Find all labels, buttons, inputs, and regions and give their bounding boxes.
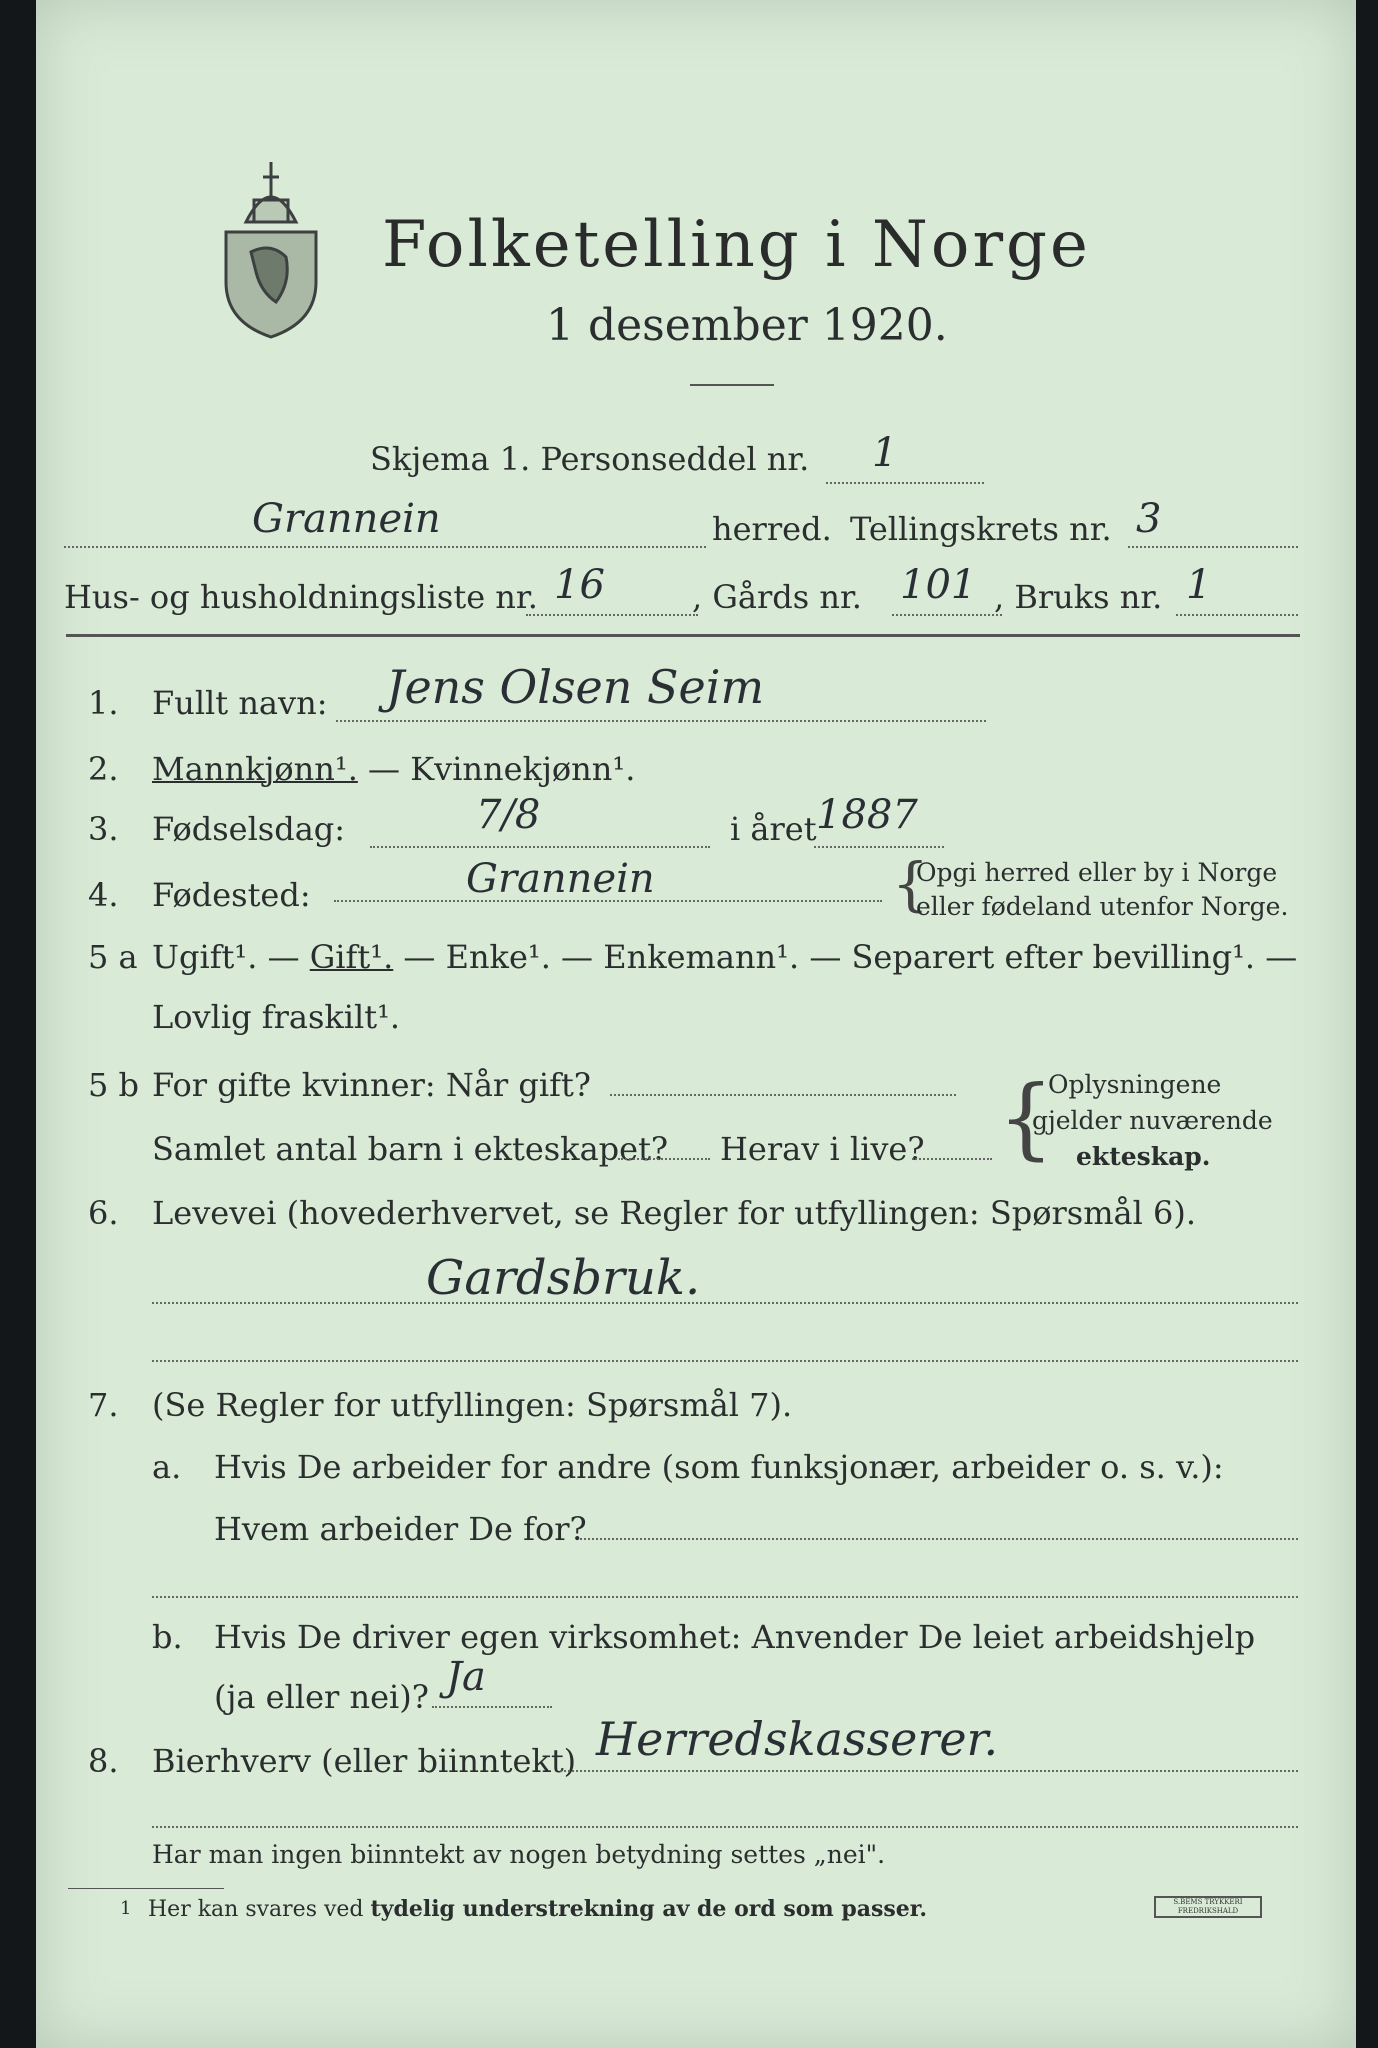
q4-brace: { [892,850,929,918]
q6-line1 [152,1302,1298,1304]
q7b-answer: Ja [446,1654,486,1700]
q5b-label3: Herav i live? [720,1130,925,1168]
q3-year-line [814,846,944,848]
herred-value: Grannein [252,496,441,542]
tellingskrets-label: Tellingskrets nr. [850,510,1112,548]
q5a-options [152,938,1297,976]
gards-label: , Gårds nr. [692,578,862,616]
q1-line [336,720,986,722]
herred-line [64,546,706,548]
q6-occupation: Gardsbruk. [426,1250,701,1306]
q8-number: 8. [88,1742,119,1780]
q5b-number: 5 b [88,1066,140,1104]
q3-number: 3. [88,810,119,848]
q5b-alive-line [912,1158,992,1160]
q1-number: 1. [88,684,119,722]
q7-number: 7. [88,1386,119,1424]
printer-stamp: S.BEMS TRYKKERI FREDRIKSHALD [1154,1896,1262,1918]
q3-label: Fødselsdag: [152,810,346,848]
q4-birthplace: Grannein [466,856,655,902]
footnote-bold-text: tydelig understrekning av de ord som passer. [370,1896,928,1922]
note-nei: Har man ingen biinntekt av nogen betydning settes „nei". [152,1840,886,1869]
personseddel-line [826,482,984,484]
q3-day-line [370,846,710,848]
gards-nr: 101 [900,562,977,608]
q7a-label: Hvis De arbeider for andre (som funksjonær, arbeider o. s. v.): [214,1448,1224,1486]
bruks-line [1176,614,1298,616]
q2-number: 2. [88,750,119,788]
footnote-text: Her kan svares ved [148,1897,371,1922]
q7-label: (Se Regler for utfyllingen: Spørsmål 7). [152,1386,793,1424]
q5a-separator: — [257,938,310,976]
personseddel-nr: 1 [872,430,898,476]
q4-number: 4. [88,876,119,914]
q2-separator: — [357,750,411,788]
q6-label: Levevei (hovederhvervet, se Regler for utfyllingen: Spørsmål 6). [152,1194,1197,1232]
q6-number: 6. [88,1194,119,1232]
q7b-line [432,1706,552,1708]
census-date: 1 desember 1920. [546,300,948,351]
q8-side-occupation: Herredskasserer. [596,1712,999,1766]
q4-note-line2: eller fødeland utenfor Norge. [916,892,1289,921]
footnote-mark: 1 [120,1898,132,1919]
q5a-line2: Lovlig fraskilt¹. [152,998,401,1036]
footnote-rule [68,1888,224,1889]
q5b-note-line3: ekteskap. [1076,1142,1211,1171]
q7a-number: a. [152,1448,182,1486]
q2-male-underlined: Mannkjønn¹. [152,750,358,788]
q5b-date-line [610,1094,956,1096]
norway-coat-of-arms-icon [216,152,326,342]
header-rule [66,634,1300,637]
q7b-label: Hvis De driver egen virksomhet: Anvender De leiet arbeidshjelp [214,1618,1256,1656]
schema-label: Skjema 1. Personseddel nr. [370,440,810,478]
q2-female: Kvinnekjønn¹. [410,750,636,788]
census-form-page [36,0,1356,2048]
q3-year-label: i året [730,810,817,848]
hus-nr: 16 [554,562,605,608]
q5b-label2: Samlet antal barn i ekteskapet? [152,1130,669,1168]
tellingskrets-line [1128,546,1298,548]
q4-note-line1: Opgi herred eller by i Norge [916,858,1278,887]
bruks-nr: 1 [1186,562,1212,608]
q6-line2 [152,1360,1298,1362]
q5b-children-line [618,1158,710,1160]
bruks-label: , Bruks nr. [994,578,1163,616]
footnote [148,1896,927,1922]
q5b-brace: { [998,1066,1054,1169]
q8-line1 [560,1770,1298,1772]
q5a-gift-underlined: Gift¹. [309,938,394,976]
q7a-line1 [580,1538,1298,1540]
q7a-label2: Hvem arbeider De for? [214,1510,587,1548]
q5a-other-options: — Enke¹. — Enkemann¹. — Separert efter bevilling¹. — [393,938,1298,976]
q7a-line2 [152,1596,1298,1598]
q7b-label2: (ja eller nei)? [214,1678,429,1716]
q8-line2 [152,1826,1298,1828]
hus-line [526,614,698,616]
gards-line [892,614,1002,616]
q4-label: Fødested: [152,876,311,914]
q1-full-name: Jens Olsen Seim [386,660,765,714]
q5b-label1: For gifte kvinner: Når gift? [152,1066,591,1104]
herred-label: herred. [712,510,832,548]
q5a-ugift: Ugift¹. [152,938,258,976]
q5a-number: 5 a [88,938,138,976]
title-divider [690,384,774,386]
hus-label: Hus- og husholdningsliste nr. [64,578,538,616]
q3-birth-day: 7/8 [476,792,541,838]
q1-label: Fullt navn: [152,684,328,722]
q7b-number: b. [152,1618,183,1656]
q8-label: Bierhverv (eller biinntekt) [152,1742,577,1780]
q3-birth-year: 1887 [816,792,918,838]
q5b-note-line1: Oplysningene [1048,1070,1222,1099]
q5b-note-line2: gjelder nuværende [1032,1106,1273,1135]
tellingskrets-nr: 3 [1136,496,1162,542]
q2-options [152,750,635,788]
form-title: Folketelling i Norge [382,208,1091,282]
